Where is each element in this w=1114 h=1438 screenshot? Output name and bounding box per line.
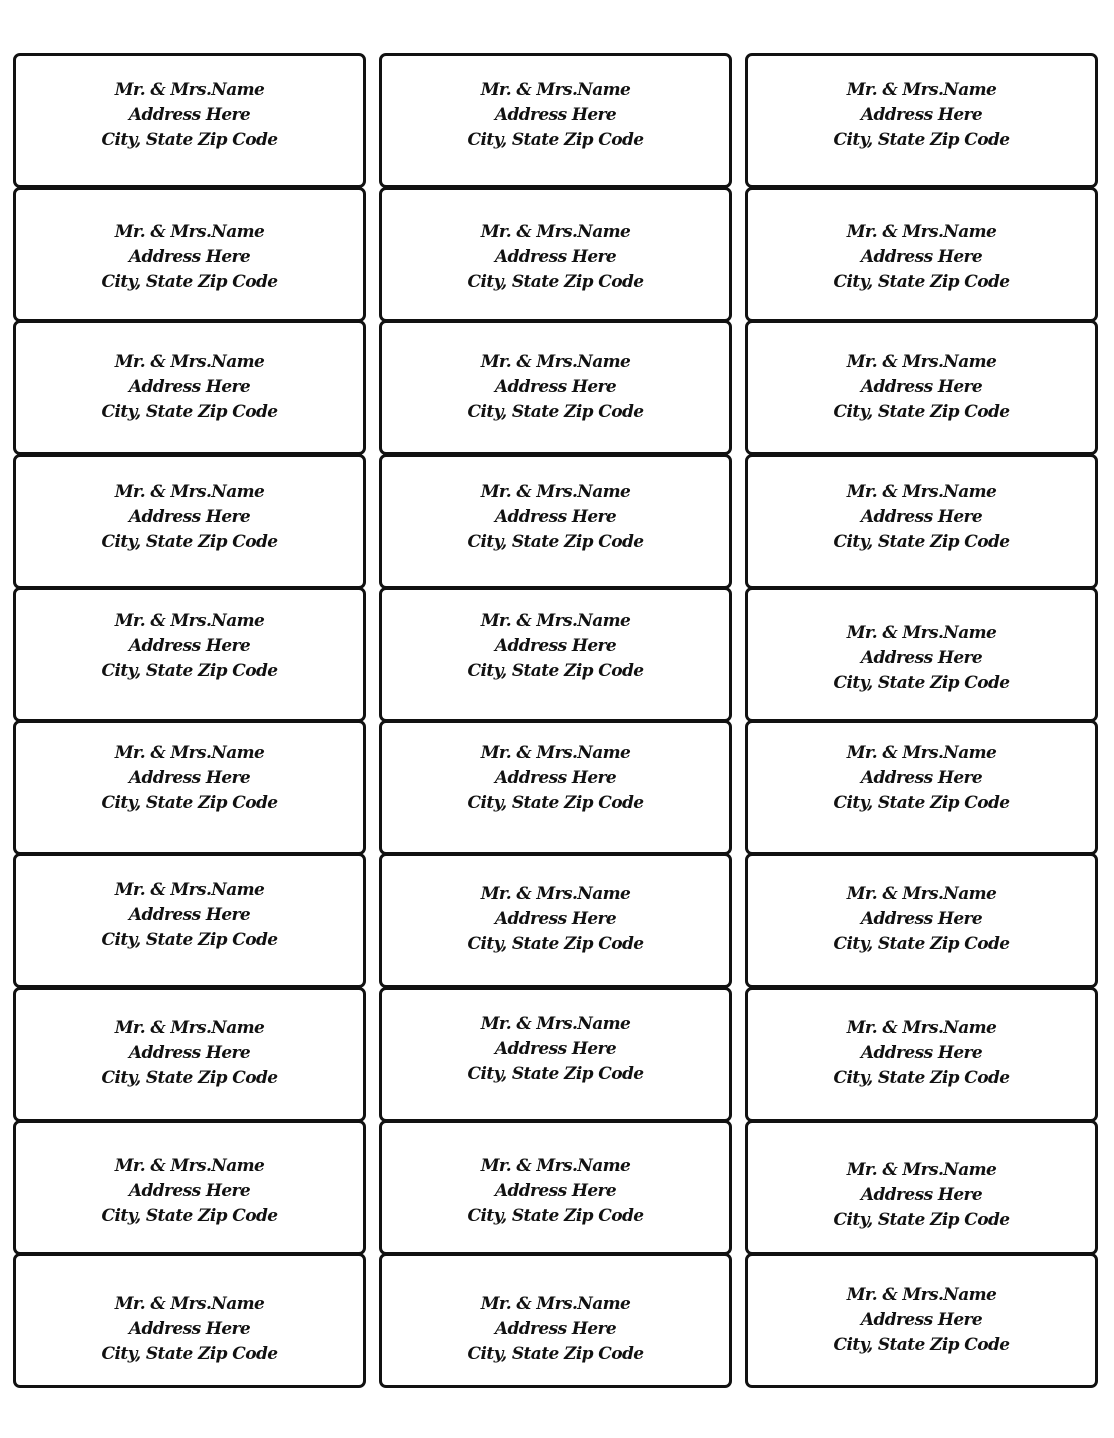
address-label xyxy=(379,454,732,589)
city-state-zip: City, State Zip Code xyxy=(833,532,1010,552)
city-state-zip: City, State Zip Code xyxy=(101,793,278,813)
street-address: Address Here xyxy=(860,247,983,267)
city-state-zip: City, State Zip Code xyxy=(101,930,278,950)
recipient-name: Mr. & Mrs.Name xyxy=(114,1294,265,1314)
address-label xyxy=(745,320,1098,455)
address-label xyxy=(745,187,1098,322)
street-address: Address Here xyxy=(494,636,617,656)
address-label xyxy=(13,1120,366,1255)
street-address: Address Here xyxy=(860,1185,983,1205)
address-label xyxy=(745,53,1098,188)
recipient-name: Mr. & Mrs.Name xyxy=(480,884,631,904)
city-state-zip: City, State Zip Code xyxy=(101,130,278,150)
city-state-zip: City, State Zip Code xyxy=(467,532,644,552)
street-address: Address Here xyxy=(128,247,251,267)
city-state-zip: City, State Zip Code xyxy=(833,130,1010,150)
recipient-name: Mr. & Mrs.Name xyxy=(480,482,631,502)
address-label xyxy=(379,720,732,855)
address-label xyxy=(13,53,366,188)
city-state-zip: City, State Zip Code xyxy=(833,1068,1010,1088)
recipient-name: Mr. & Mrs.Name xyxy=(846,222,997,242)
address-label xyxy=(13,720,366,855)
street-address: Address Here xyxy=(128,768,251,788)
address-label xyxy=(745,1253,1098,1388)
recipient-name: Mr. & Mrs.Name xyxy=(114,1018,265,1038)
street-address: Address Here xyxy=(128,377,251,397)
recipient-name: Mr. & Mrs.Name xyxy=(114,352,265,372)
address-label xyxy=(13,454,366,589)
street-address: Address Here xyxy=(860,507,983,527)
city-state-zip: City, State Zip Code xyxy=(467,934,644,954)
street-address: Address Here xyxy=(494,1039,617,1059)
address-label xyxy=(745,987,1098,1122)
recipient-name: Mr. & Mrs.Name xyxy=(480,80,631,100)
street-address: Address Here xyxy=(860,1043,983,1063)
city-state-zip: City, State Zip Code xyxy=(467,793,644,813)
city-state-zip: City, State Zip Code xyxy=(467,661,644,681)
address-label xyxy=(379,853,732,988)
street-address: Address Here xyxy=(494,1181,617,1201)
address-label xyxy=(745,853,1098,988)
street-address: Address Here xyxy=(860,768,983,788)
city-state-zip: City, State Zip Code xyxy=(833,1210,1010,1230)
recipient-name: Mr. & Mrs.Name xyxy=(480,352,631,372)
city-state-zip: City, State Zip Code xyxy=(467,402,644,422)
city-state-zip: City, State Zip Code xyxy=(467,272,644,292)
city-state-zip: City, State Zip Code xyxy=(101,402,278,422)
city-state-zip: City, State Zip Code xyxy=(833,402,1010,422)
city-state-zip: City, State Zip Code xyxy=(101,532,278,552)
street-address: Address Here xyxy=(128,1319,251,1339)
recipient-name: Mr. & Mrs.Name xyxy=(846,482,997,502)
address-label xyxy=(379,587,732,722)
recipient-name: Mr. & Mrs.Name xyxy=(846,1160,997,1180)
street-address: Address Here xyxy=(128,507,251,527)
city-state-zip: City, State Zip Code xyxy=(833,673,1010,693)
address-label xyxy=(379,1120,732,1255)
city-state-zip: City, State Zip Code xyxy=(101,1206,278,1226)
recipient-name: Mr. & Mrs.Name xyxy=(480,1294,631,1314)
recipient-name: Mr. & Mrs.Name xyxy=(114,611,265,631)
address-label xyxy=(13,320,366,455)
street-address: Address Here xyxy=(128,905,251,925)
recipient-name: Mr. & Mrs.Name xyxy=(846,1018,997,1038)
recipient-name: Mr. & Mrs.Name xyxy=(846,352,997,372)
street-address: Address Here xyxy=(494,105,617,125)
street-address: Address Here xyxy=(860,377,983,397)
city-state-zip: City, State Zip Code xyxy=(101,272,278,292)
city-state-zip: City, State Zip Code xyxy=(467,1344,644,1364)
city-state-zip: City, State Zip Code xyxy=(101,661,278,681)
street-address: Address Here xyxy=(860,648,983,668)
city-state-zip: City, State Zip Code xyxy=(101,1068,278,1088)
recipient-name: Mr. & Mrs.Name xyxy=(480,1014,631,1034)
city-state-zip: City, State Zip Code xyxy=(467,130,644,150)
recipient-name: Mr. & Mrs.Name xyxy=(480,743,631,763)
recipient-name: Mr. & Mrs.Name xyxy=(114,1156,265,1176)
address-label xyxy=(379,187,732,322)
city-state-zip: City, State Zip Code xyxy=(467,1064,644,1084)
city-state-zip: City, State Zip Code xyxy=(833,793,1010,813)
city-state-zip: City, State Zip Code xyxy=(833,1335,1010,1355)
address-label xyxy=(745,454,1098,589)
recipient-name: Mr. & Mrs.Name xyxy=(480,611,631,631)
address-label xyxy=(379,987,732,1122)
street-address: Address Here xyxy=(494,768,617,788)
address-label xyxy=(13,987,366,1122)
address-label xyxy=(379,1253,732,1388)
recipient-name: Mr. & Mrs.Name xyxy=(846,1285,997,1305)
address-label xyxy=(13,187,366,322)
address-label xyxy=(379,53,732,188)
street-address: Address Here xyxy=(494,909,617,929)
city-state-zip: City, State Zip Code xyxy=(101,1344,278,1364)
city-state-zip: City, State Zip Code xyxy=(833,272,1010,292)
address-label xyxy=(13,587,366,722)
street-address: Address Here xyxy=(128,636,251,656)
address-label xyxy=(745,720,1098,855)
recipient-name: Mr. & Mrs.Name xyxy=(114,80,265,100)
recipient-name: Mr. & Mrs.Name xyxy=(480,1156,631,1176)
recipient-name: Mr. & Mrs.Name xyxy=(114,482,265,502)
address-label xyxy=(745,1120,1098,1255)
recipient-name: Mr. & Mrs.Name xyxy=(114,222,265,242)
address-label xyxy=(13,853,366,988)
city-state-zip: City, State Zip Code xyxy=(833,934,1010,954)
street-address: Address Here xyxy=(860,105,983,125)
street-address: Address Here xyxy=(494,247,617,267)
recipient-name: Mr. & Mrs.Name xyxy=(846,623,997,643)
street-address: Address Here xyxy=(128,1043,251,1063)
street-address: Address Here xyxy=(494,1319,617,1339)
street-address: Address Here xyxy=(128,105,251,125)
street-address: Address Here xyxy=(128,1181,251,1201)
street-address: Address Here xyxy=(494,377,617,397)
city-state-zip: City, State Zip Code xyxy=(467,1206,644,1226)
street-address: Address Here xyxy=(860,1310,983,1330)
recipient-name: Mr. & Mrs.Name xyxy=(480,222,631,242)
recipient-name: Mr. & Mrs.Name xyxy=(114,743,265,763)
street-address: Address Here xyxy=(494,507,617,527)
address-label xyxy=(379,320,732,455)
recipient-name: Mr. & Mrs.Name xyxy=(846,743,997,763)
address-label xyxy=(13,1253,366,1388)
recipient-name: Mr. & Mrs.Name xyxy=(114,880,265,900)
address-label xyxy=(745,587,1098,722)
recipient-name: Mr. & Mrs.Name xyxy=(846,80,997,100)
street-address: Address Here xyxy=(860,909,983,929)
recipient-name: Mr. & Mrs.Name xyxy=(846,884,997,904)
